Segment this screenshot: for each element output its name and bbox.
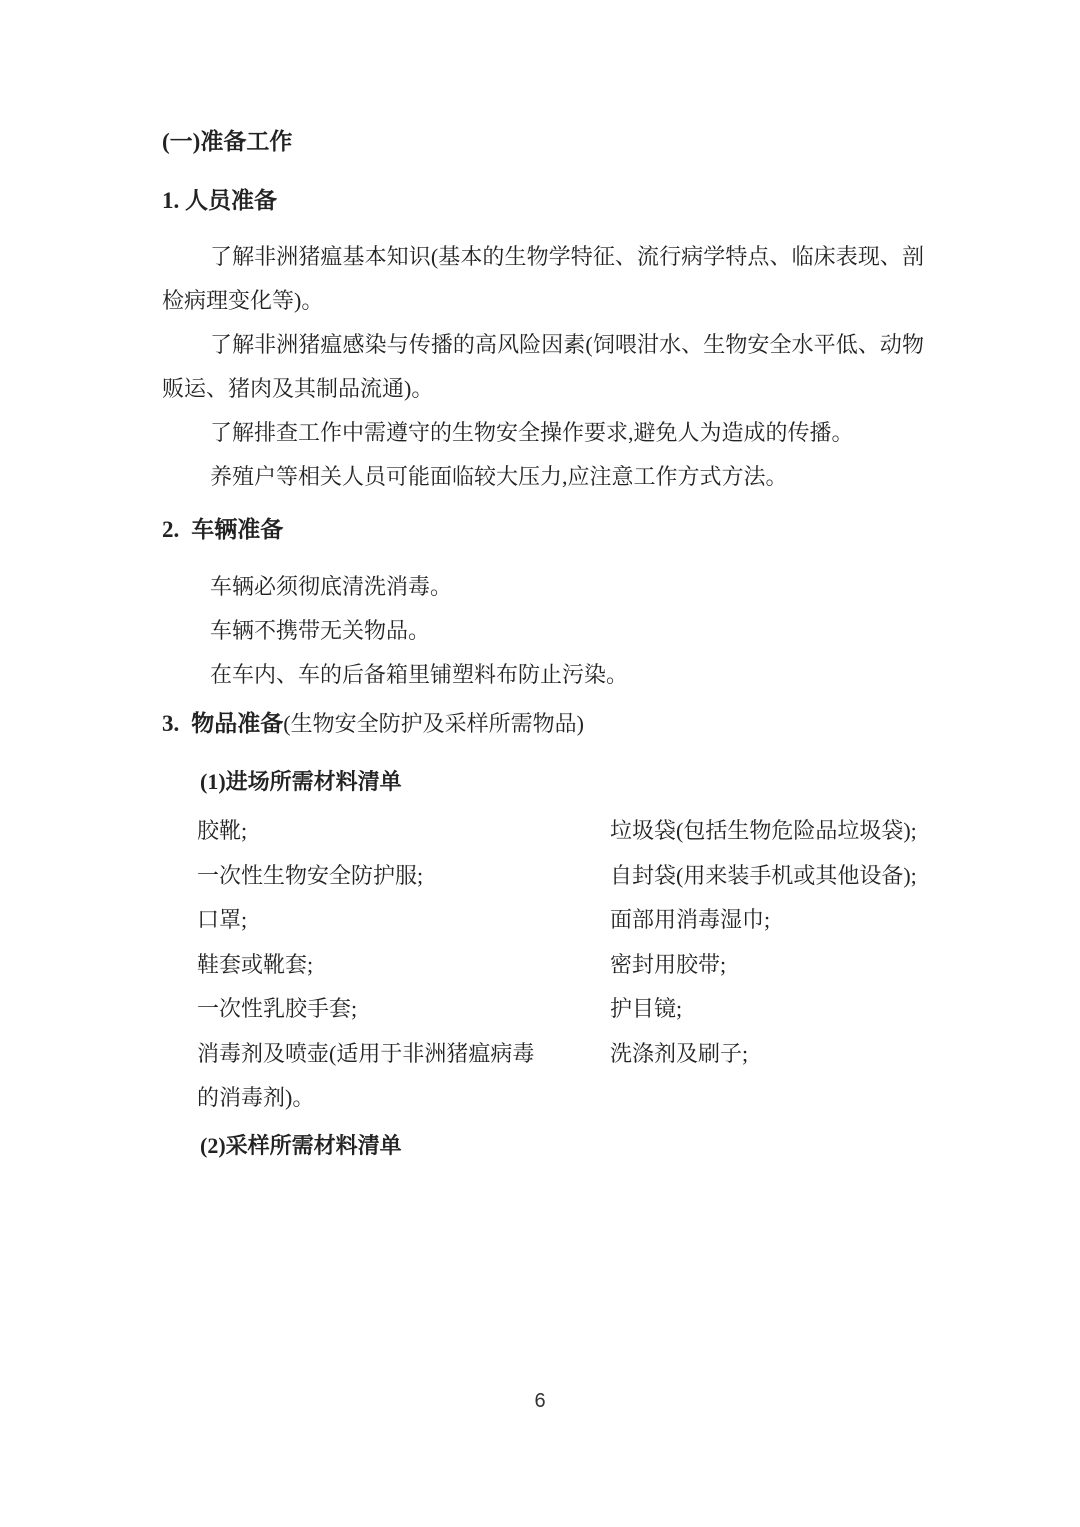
section2-heading — [162, 515, 924, 545]
paragraph: 车辆不携带无关物品。 — [210, 618, 431, 643]
supply-list-left-column — [197, 809, 610, 1121]
supply-item: 面部用消毒湿巾; — [610, 907, 771, 932]
section2-number: 2. — [162, 517, 180, 542]
supply-item: 垃圾袋(包括生物危险品垃圾袋); — [610, 818, 917, 843]
supply-item: 护目镜; — [610, 996, 683, 1021]
paragraph: 车辆必须彻底清洗消毒。 — [210, 574, 453, 599]
supply-item: 的消毒剂)。 — [197, 1085, 315, 1110]
supply-item: 口罩; — [197, 907, 248, 932]
list2-heading: (2)采样所需材料清单 — [200, 1132, 402, 1158]
section2-title: 车辆准备 — [191, 517, 284, 542]
paragraph: 了解排查工作中需遵守的生物安全操作要求,避免人为造成的传播。 — [210, 420, 854, 445]
supply-item: 胶靴; — [197, 818, 248, 843]
section3-title: 物品准备 — [191, 711, 284, 736]
section1-paragraphs — [162, 235, 924, 499]
paragraph: 了解非洲猪瘟感染与传播的高风险因素(饲喂泔水、生物安全水平低、动物贩运、猪肉及其制品流通)。 — [162, 332, 924, 401]
supply-item: 一次性乳胶手套; — [197, 996, 358, 1021]
paragraph: 了解非洲猪瘟基本知识(基本的生物学特征、流行病学特点、临床表现、剖检病理变化等)。 — [162, 244, 924, 313]
section3-note: (生物安全防护及采样所需物品) — [283, 711, 584, 736]
supply-item: 密封用胶带; — [610, 951, 727, 977]
supply-item: 消毒剂及喷壶(适用于非洲猪瘟病毒 — [197, 1040, 535, 1066]
section3-heading — [162, 709, 924, 739]
paragraph: 养殖户等相关人员可能面临较大压力,应注意工作方式方法。 — [210, 464, 788, 489]
section1-heading: 1. 人员准备 — [162, 188, 277, 213]
section3-number: 3. — [162, 711, 180, 736]
supply-item: 洗涤剂及刷子; — [610, 1040, 749, 1066]
supply-item: 鞋套或靴套; — [197, 951, 314, 977]
page-number: 6 — [534, 1390, 546, 1412]
supply-list — [162, 809, 924, 1121]
supply-list-right-column — [610, 809, 924, 1121]
supply-item: 一次性生物安全防护服; — [197, 862, 424, 888]
list1-heading: (1)进场所需材料清单 — [200, 769, 402, 794]
supply-item: 自封袋(用来装手机或其他设备); — [610, 862, 917, 888]
section2-paragraphs — [162, 565, 924, 697]
main-heading: (一)准备工作 — [162, 129, 293, 154]
paragraph: 在车内、车的后备箱里铺塑料布防止污染。 — [210, 662, 629, 687]
